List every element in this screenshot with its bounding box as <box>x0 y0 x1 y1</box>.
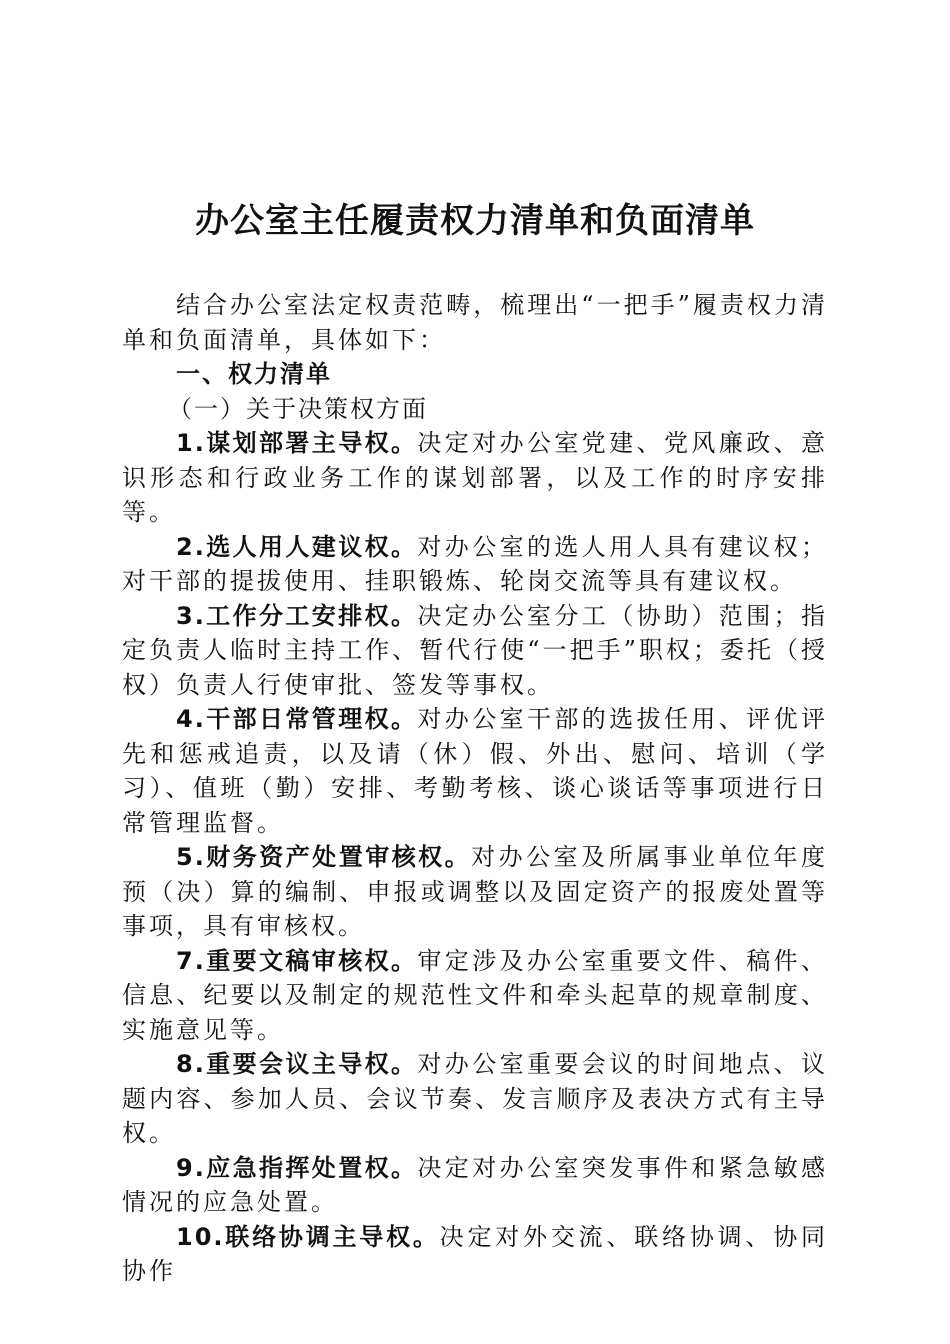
document-title: 办公室主任履责权力清单和负面清单 <box>195 201 755 241</box>
list-item <box>122 530 828 599</box>
list-item <box>122 599 828 703</box>
list-item <box>122 426 828 530</box>
item-lead: 3.工作分工安排权。 <box>176 601 418 630</box>
item-text: 决定对办公室突发事件和紧急敏感情况的应急处置。 <box>122 1153 828 1216</box>
item-lead: 8.重要会议主导权。 <box>176 1050 418 1078</box>
item-lead: 5.财务资产处置审核权。 <box>176 843 472 871</box>
list-item <box>122 1047 828 1151</box>
item-lead: 10.联络协调主导权。 <box>176 1222 440 1251</box>
item-text: 对办公室的选人用人具有建议权；对干部的提拔使用、挂职锻炼、轮岗交流等具有建议权。 <box>122 532 828 595</box>
item-text: 决定对外交流、联络协调、协同协作 <box>122 1222 829 1285</box>
item-text: 对办公室干部的选拔任用、评优评先和惩戒追责，以及请（休）假、外出、慰问、培训（学习）、值班（勤）安排、考勤考核、谈心谈话等事项进行日常管理监督。 <box>122 705 828 837</box>
item-text: 决定办公室分工（协助）范围；指定负责人临时主持工作、暂代行使“一把手”职权；委托（授权）负责人行使审批、签发等事权。 <box>122 601 828 699</box>
item-text: 决定对办公室党建、党风廉政、意识形态和行政业务工作的谋划部署，以及工作的时序安排等。 <box>122 429 828 526</box>
document-body <box>122 288 828 1289</box>
item-text: 对办公室重要会议的时间地点、议题内容、参加人员、会议节奏、发言顺序及表决方式有主导权。 <box>122 1050 828 1147</box>
list-item <box>122 840 828 944</box>
subsection-heading-decision: （一）关于决策权方面 <box>168 394 428 423</box>
item-lead: 1.谋划部署主导权。 <box>176 429 418 457</box>
item-lead: 4.干部日常管理权。 <box>176 705 418 733</box>
list-item <box>122 1220 828 1289</box>
intro-paragraph: 结合办公室法定权责范畴，梳理出“一把手”履责权力清单和负面清单，具体如下： <box>122 291 828 354</box>
item-lead: 7.重要文稿审核权。 <box>176 946 418 975</box>
item-lead: 2.选人用人建议权。 <box>176 532 418 561</box>
list-item <box>122 1151 828 1220</box>
list-item <box>122 702 828 840</box>
list-item <box>122 944 828 1048</box>
item-text: 审定涉及办公室重要文件、稿件、信息、纪要以及制定的规范性文件和牵头起草的规章制度、实施意见等。 <box>122 946 828 1044</box>
section-heading-power-list: 一、权力清单 <box>176 360 332 388</box>
item-lead: 9.应急指挥处置权。 <box>176 1153 418 1182</box>
item-text: 对办公室及所属事业单位年度预（决）算的编制、申报或调整以及固定资产的报废处置等事项，具有审核权。 <box>122 843 828 940</box>
